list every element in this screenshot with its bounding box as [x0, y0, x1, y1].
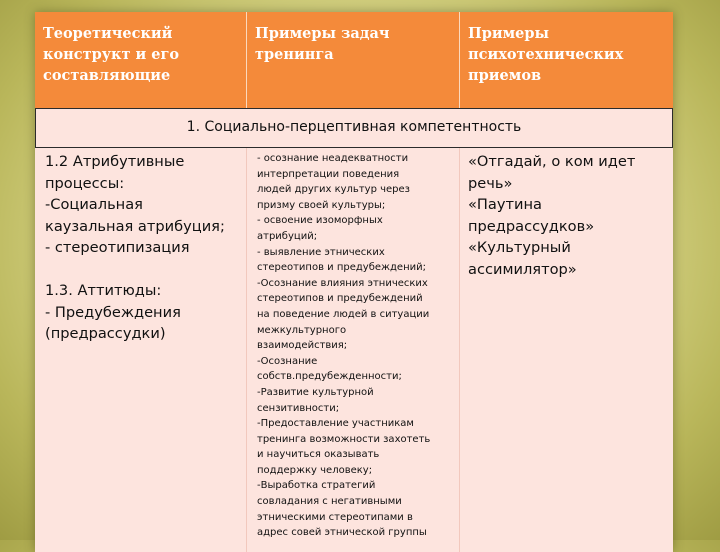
task-line: тренинга возможности захотеть — [257, 433, 431, 445]
task-line: и научиться оказывать — [257, 449, 380, 461]
construct-line: 1.2 Атрибутивные — [45, 153, 185, 170]
construct-line: каузальная атрибуция; — [45, 217, 225, 235]
task-line: - выявление этнических — [257, 246, 385, 258]
task-line: - осознание неадекватности — [257, 153, 409, 164]
task-line: -Развитие культурной — [257, 386, 374, 398]
construct-cell — [35, 148, 246, 552]
header-techniques — [459, 12, 673, 108]
header-construct — [35, 12, 246, 108]
task-line: сензитивности; — [257, 402, 340, 414]
task-line: адрес совей этнической группы — [257, 527, 427, 539]
task-line: на поведение людей в ситуации — [257, 308, 430, 320]
header-tasks-line: Примеры задач — [255, 25, 390, 42]
construct-line: процессы: — [45, 174, 125, 192]
task-line: стереотипов и предубеждений — [257, 293, 423, 305]
task-line: -Осознание влияния этнических — [257, 277, 428, 289]
header-techniques-line: психотехнических — [468, 46, 624, 63]
task-line: -Осознание — [257, 355, 318, 367]
header-tasks — [246, 12, 459, 108]
task-line: стереотипов и предубеждений; — [257, 262, 426, 274]
task-line: взаимодействия; — [257, 340, 348, 352]
body-row — [35, 148, 673, 552]
header-tasks-line: тренинга — [255, 46, 334, 63]
task-line: межкультурного — [257, 324, 347, 336]
construct-line: - стереотипизация — [45, 239, 190, 256]
task-line: -Выработка стратегий — [257, 480, 376, 492]
header-construct-line: конструкт и его — [43, 46, 180, 63]
task-line: этническими стереотипами в — [257, 511, 413, 523]
paragraph-gap — [45, 259, 238, 281]
technique-line: «Паутина — [468, 196, 542, 213]
construct-line: -Социальная — [45, 196, 143, 213]
technique-line: предрассудков» — [468, 217, 595, 235]
slide-table — [35, 12, 673, 552]
header-techniques-line: приемов — [468, 67, 542, 84]
construct-line: (предрассудки) — [45, 325, 166, 342]
header-construct-line: Теоретический — [43, 25, 173, 42]
task-line: - освоение изоморфных — [257, 215, 383, 227]
technique-line: «Отгадай, о ком идет — [468, 153, 636, 170]
task-line: собств.предубежденности; — [257, 371, 402, 383]
technique-line: ассимилятор» — [468, 260, 577, 278]
construct-line: 1.3. Аттитюды: — [45, 282, 162, 299]
techniques-cell — [459, 148, 673, 552]
task-line: поддержку человеку; — [257, 464, 373, 476]
task-line: интерпретации поведения — [257, 168, 400, 180]
construct-line: - Предубеждения — [45, 303, 181, 321]
section-title: 1. Социально-перцептивная компетентность — [35, 108, 673, 148]
task-line: атрибуций; — [257, 230, 318, 242]
task-line: людей других культур через — [257, 184, 410, 196]
header-techniques-line: Примеры — [468, 25, 550, 42]
technique-line: речь» — [468, 174, 513, 192]
task-line: совладания с негативными — [257, 496, 402, 508]
task-line: призму своей культуры; — [257, 199, 386, 211]
technique-line: «Культурный — [468, 239, 571, 256]
task-line: -Предоставление участникам — [257, 418, 414, 430]
header-row — [35, 12, 673, 108]
header-construct-line: составляющие — [43, 67, 171, 84]
tasks-cell — [246, 148, 459, 552]
